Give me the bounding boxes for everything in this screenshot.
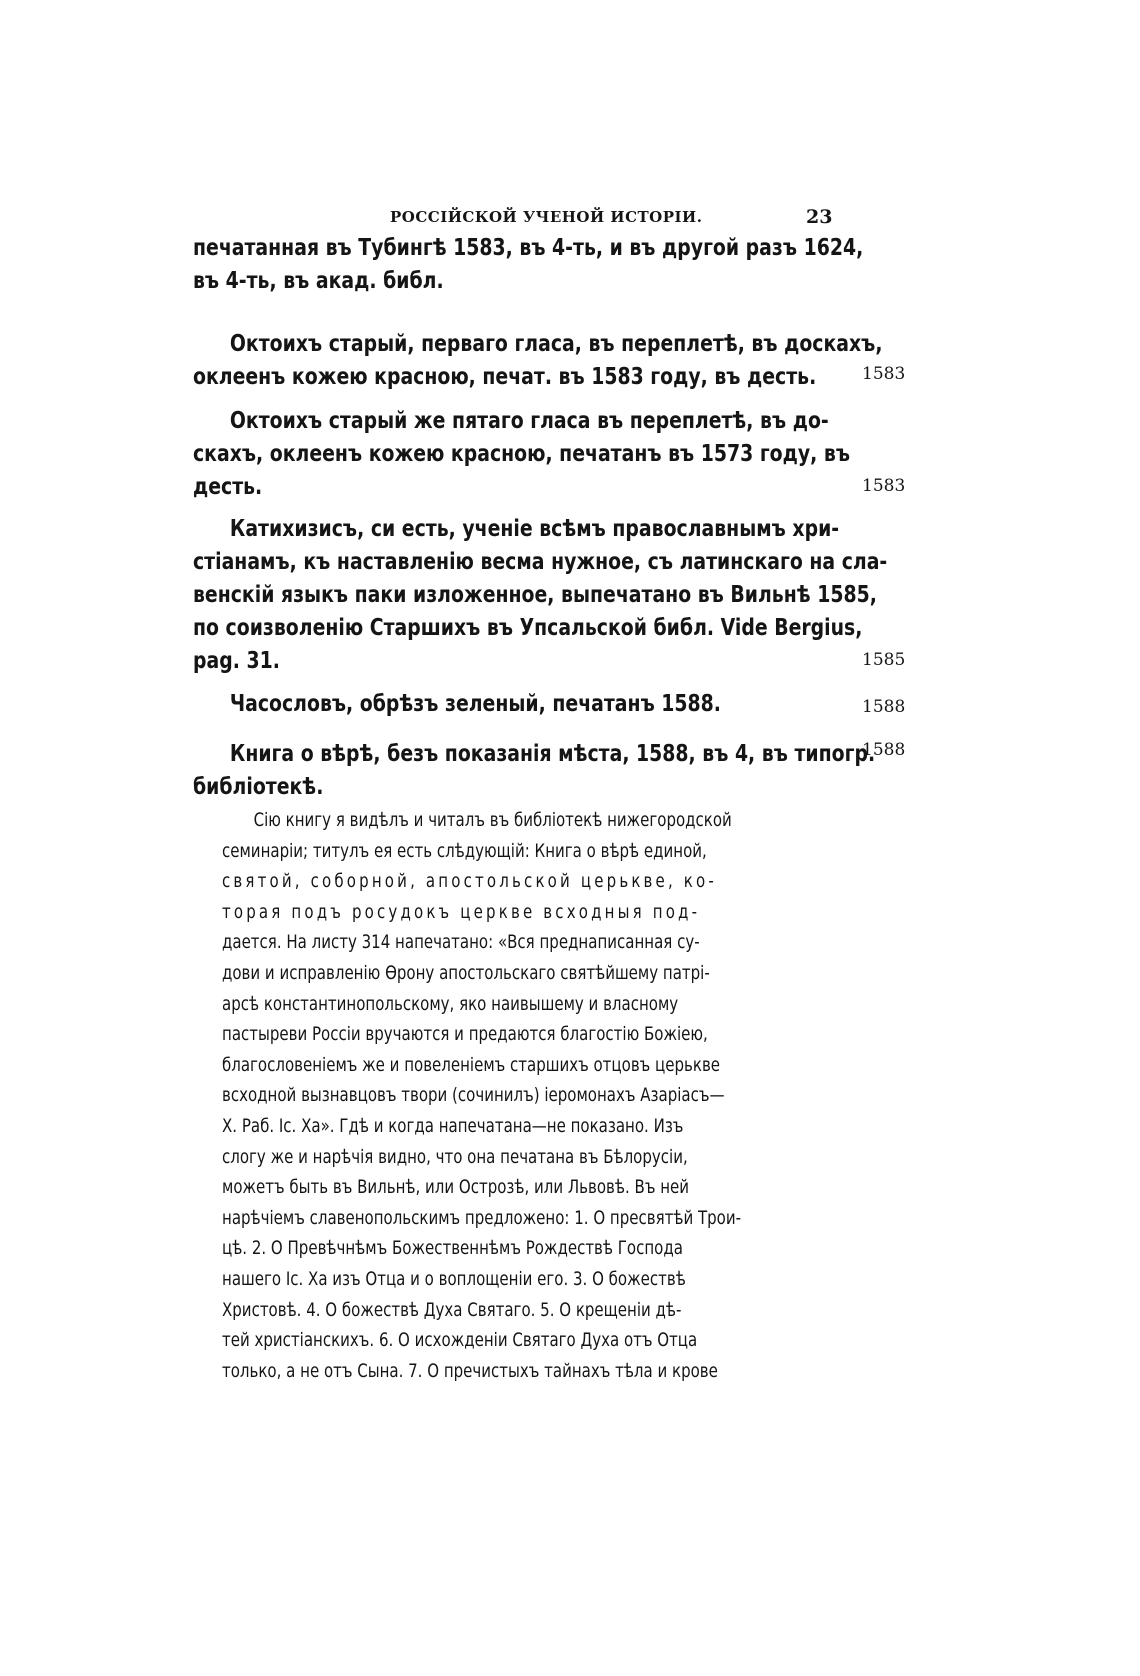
catalog-entry	[193, 405, 851, 504]
entry-line: въ 4-ть, въ акад. библ.	[193, 268, 444, 294]
catalog-entry	[193, 513, 888, 678]
note-line: семинаріи; титулъ ея есть слѣдующій: Книга о вѣрѣ единой,	[222, 839, 707, 862]
year-margin-note: 1583	[862, 476, 906, 496]
entry-line: оклеенъ кожею красною, печат. въ 1583 году, въ десть.	[193, 364, 817, 390]
entry-line: Октоихъ старый же пятаго гласа въ переплетѣ, въ до-	[229, 408, 829, 434]
note-line: всходной вызнавцовъ твори (сочинилъ) іеромонахъ Азаріасъ—	[222, 1084, 725, 1107]
note-line: дается. На листу 314 напечатано: «Вся преднаписанная су-	[222, 931, 700, 954]
entry-line: Октоихъ старый, перваго гласа, въ переплетѣ, въ доскахъ,	[229, 331, 883, 357]
note-line: цѣ. 2. О Превѣчнѣмъ Божественнѣмъ Рождествѣ Господа	[222, 1237, 683, 1260]
year-margin-note: 1583	[862, 364, 906, 384]
note-line: только, а не отъ Сына. 7. О пречистыхъ тайнахъ тѣла и крове	[222, 1359, 718, 1382]
entry-line: Катихизисъ, си есть, ученіе всѣмъ православнымъ хри-	[229, 516, 840, 542]
note-line: дови и исправленію Ѳрону апостольскаго святѣйшему патрі-	[222, 961, 710, 984]
running-title: РОССІЙСКОЙ УЧЕНОЙ ИСТОРІИ.	[390, 208, 703, 226]
entry-line: венскій языкъ паки изложенное, выпечатано въ Вильнѣ 1585,	[193, 582, 877, 608]
note-line: можетъ быть въ Вильнѣ, или Острозѣ, или Львовѣ. Въ ней	[222, 1176, 690, 1199]
catalog-entry	[193, 232, 864, 298]
catalog-entry	[193, 328, 883, 394]
note-line: Христовѣ. 4. О божествѣ Духа Святаго. 5. О крещеніи дѣ-	[222, 1298, 682, 1321]
entry-line: скахъ, оклеенъ кожею красною, печатанъ въ 1573 году, въ	[193, 441, 851, 467]
note-line: нашего Іс. Ха изъ Отца и о воплощеніи его. 3. О божествѣ	[222, 1267, 686, 1290]
note-line: святой, соборной, апостольской церькве, ко-	[222, 870, 717, 893]
note-line: Сію книгу я видѣлъ и читалъ въ библіотекѣ нижегородской	[253, 809, 732, 831]
note-line: нарѣчіемъ славенопольскимъ предложено: 1. О пресвятѣй Трои-	[222, 1206, 742, 1229]
note-line: благословеніемъ же и повеленіемъ старшихъ отцовъ церькве	[222, 1053, 721, 1076]
entry-line: Книга о вѣрѣ, безъ показанія мѣста, 1588, въ 4, въ типогр.	[229, 741, 876, 767]
entry-line: pag. 31.	[193, 648, 280, 674]
note-line: пастыреви Россіи вручаются и предаются благостію Божіею,	[222, 1023, 708, 1046]
page-number: 23	[806, 206, 833, 228]
entry-line: десть.	[193, 474, 263, 500]
year-margin-note: 1588	[862, 740, 906, 760]
entry-line: стіанамъ, къ наставленію весма нужное, съ латинскаго на сла-	[193, 549, 888, 575]
entry-line: Часословъ, обрѣзъ зеленый, печатанъ 1588.	[229, 691, 721, 717]
entry-line: библіотекѣ.	[193, 774, 324, 800]
catalog-entry	[193, 688, 829, 721]
note-line: торая подъ росудокъ церкве всходныя под-	[222, 900, 701, 923]
year-margin-note: 1585	[862, 650, 906, 670]
note-line: арсѣ константинопольскому, яко наивышему и власному	[222, 992, 679, 1015]
catalog-entry	[193, 738, 876, 804]
note-line: Х. Раб. Іс. Ха». Гдѣ и когда напечатана—не показано. Изъ	[222, 1114, 684, 1137]
entry-line: печатанная въ Тубингѣ 1583, въ 4-ть, и въ другой разъ 1624,	[193, 235, 864, 261]
year-margin-note: 1588	[862, 697, 906, 717]
note-line: тей христіанскихъ. 6. О исхожденіи Святаго Духа отъ Отца	[222, 1329, 698, 1352]
note-line: слогу же и нарѣчія видно, что она печатана въ Бѣлорусіи,	[222, 1145, 688, 1168]
entry-line: по соизволенію Старшихъ въ Упсальской библ. Vide Bergius,	[193, 615, 863, 641]
commentary-note	[222, 805, 826, 1386]
